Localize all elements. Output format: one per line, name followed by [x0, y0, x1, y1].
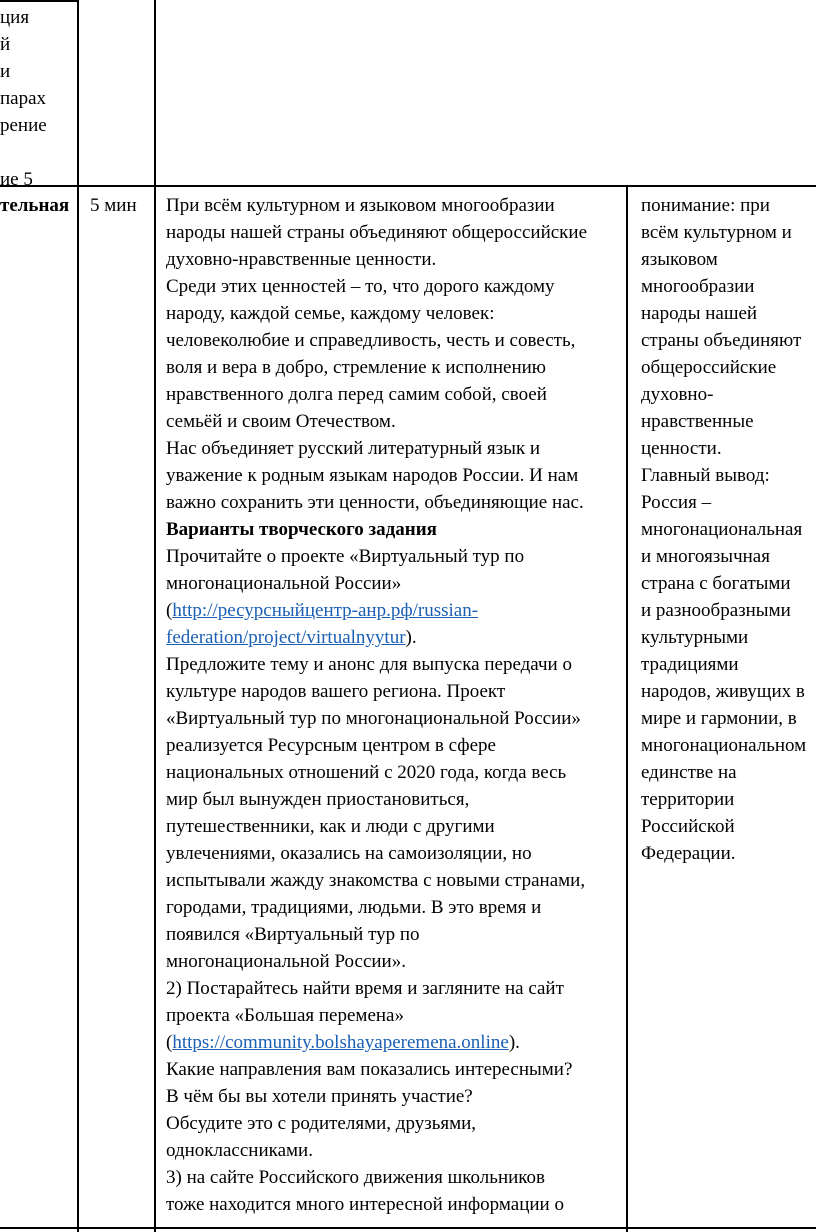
text-line: народов, живущих в: [641, 681, 805, 702]
text-line: мир был вынужден приостановиться,: [166, 789, 470, 810]
text-line: духовно-: [641, 384, 714, 405]
text-line: Российской: [641, 816, 735, 837]
text-line: [166, 624, 624, 651]
table-hline-row-top: [0, 185, 816, 187]
text-line: мире и гармонии, в: [641, 708, 797, 729]
text-line: территории: [641, 789, 735, 810]
text-line: языковом: [641, 249, 718, 270]
text-line: [0, 139, 76, 166]
text-line: уважение к родным языкам народов России. И нам: [166, 465, 579, 486]
text-line: Россия –: [641, 492, 712, 513]
text-line: культуре народов вашего региона. Проект: [166, 681, 506, 702]
text-line: ция: [0, 7, 30, 28]
text-line: понимание: при: [641, 195, 770, 216]
virtual-tour-link-continued[interactable]: federation/project/virtualnyytur: [166, 627, 406, 648]
text-line: Главный вывод:: [641, 465, 770, 486]
table-hline-col1-top: [0, 0, 79, 2]
text-line: Обсудите это с родителями, друзьями,: [166, 1113, 477, 1134]
text-line: единстве на: [641, 762, 737, 783]
text-line: Какие направления вам показались интересными?: [166, 1059, 573, 1080]
text-line: реализуется Ресурсным центром в сфере: [166, 735, 496, 756]
text-line: Предложите тему и анонс для выпуска передачи о: [166, 654, 572, 675]
text-line: испытывали жажду знакомства с новыми странами,: [166, 870, 586, 891]
text-line: тоже находится много интересной информации о: [166, 1194, 564, 1215]
text-line: народы нашей: [641, 303, 758, 324]
top-row-col1-text: [0, 4, 76, 193]
text-line: проекта «Большая перемена»: [166, 1005, 404, 1026]
text-line: многонациональная: [641, 519, 803, 540]
text-line: многообразии: [641, 276, 755, 297]
text-line: традициями: [641, 654, 739, 675]
text-line: путешественники, как и люди с другими: [166, 816, 495, 837]
table-hline-bottom: [0, 1227, 816, 1229]
text-line: всём культурном и: [641, 222, 792, 243]
stage-name-cell: тельная: [0, 195, 70, 216]
text-line: Нас объединяет русский литературный язык и: [166, 438, 541, 459]
text-line: и многоязычная: [641, 546, 770, 567]
bolshaya-peremena-link[interactable]: https://community.bolshayaperemena.online: [172, 1032, 509, 1053]
duration-cell: 5 мин: [90, 195, 137, 216]
text-line: й: [0, 34, 11, 55]
text-line: 3) на сайте Российского движения школьников: [166, 1167, 546, 1188]
text-line: [166, 1029, 624, 1056]
text-line: важно сохранить эти ценности, объединяющие нас.: [166, 492, 584, 513]
text-line: национальных отношений с 2020 года, когда весь: [166, 762, 567, 783]
text-line: общероссийские: [641, 357, 777, 378]
text-line: ие 5: [0, 169, 33, 190]
table-vline-col3-right: [626, 185, 628, 1232]
text-line: народы нашей страны объединяют общероссийские: [166, 222, 588, 243]
outcome-cell: [641, 192, 816, 867]
text-line: страны объединяют: [641, 330, 802, 351]
text-line: духовно-нравственные ценности.: [166, 249, 437, 270]
paren-close: ).: [405, 627, 417, 648]
text-line: [166, 597, 624, 624]
text-line: рение: [0, 115, 47, 136]
text-line: народу, каждой семье, каждому человек:: [166, 303, 495, 324]
text-line: ценности.: [641, 438, 722, 459]
text-line: В чём бы вы хотели принять участие?: [166, 1086, 473, 1107]
text-line: одноклассниками.: [166, 1140, 313, 1161]
text-line: многонациональном: [641, 735, 807, 756]
section-heading: Варианты творческого задания: [166, 519, 437, 540]
virtual-tour-link[interactable]: http://ресурсныйцентр-анр.рф/russian-: [172, 600, 479, 621]
text-line: Прочитайте о проекте «Виртуальный тур по: [166, 546, 525, 567]
text-line: Среди этих ценностей – то, что дорого каждому: [166, 276, 555, 297]
text-line: городами, традициями, людьми. В это время и: [166, 897, 542, 918]
text-line: и разнообразными: [641, 600, 791, 621]
text-line: и: [0, 61, 11, 82]
text-line: 2) Постарайтесь найти время и загляните на сайт: [166, 978, 564, 999]
text-line: человеколюбие и справедливость, честь и совесть,: [166, 330, 576, 351]
paren-close: ).: [508, 1032, 520, 1053]
text-line: воля и вера в добро, стремление к исполнению: [166, 357, 546, 378]
text-line: появился «Виртуальный тур по: [166, 924, 420, 945]
text-line: нравственного долга перед самим собой, своей: [166, 384, 547, 405]
text-line: многонациональной России»: [166, 573, 402, 594]
text-line: увлечениями, оказались на самоизоляции, но: [166, 843, 532, 864]
text-line: многонациональной России».: [166, 951, 406, 972]
text-line: нравственные: [641, 411, 754, 432]
text-line: страна с богатыми: [641, 573, 791, 594]
content-cell: [166, 192, 624, 1218]
text-line: культурными: [641, 627, 749, 648]
text-line: «Виртуальный тур по многонациональной России»: [166, 708, 581, 729]
text-line: парах: [0, 88, 47, 109]
text-line: Федерации.: [641, 843, 736, 864]
text-line: семьёй и своим Отечеством.: [166, 411, 396, 432]
paren-open: (: [166, 600, 173, 621]
text-line: При всём культурном и языковом многообразии: [166, 195, 555, 216]
paren-open: (: [166, 1032, 173, 1053]
